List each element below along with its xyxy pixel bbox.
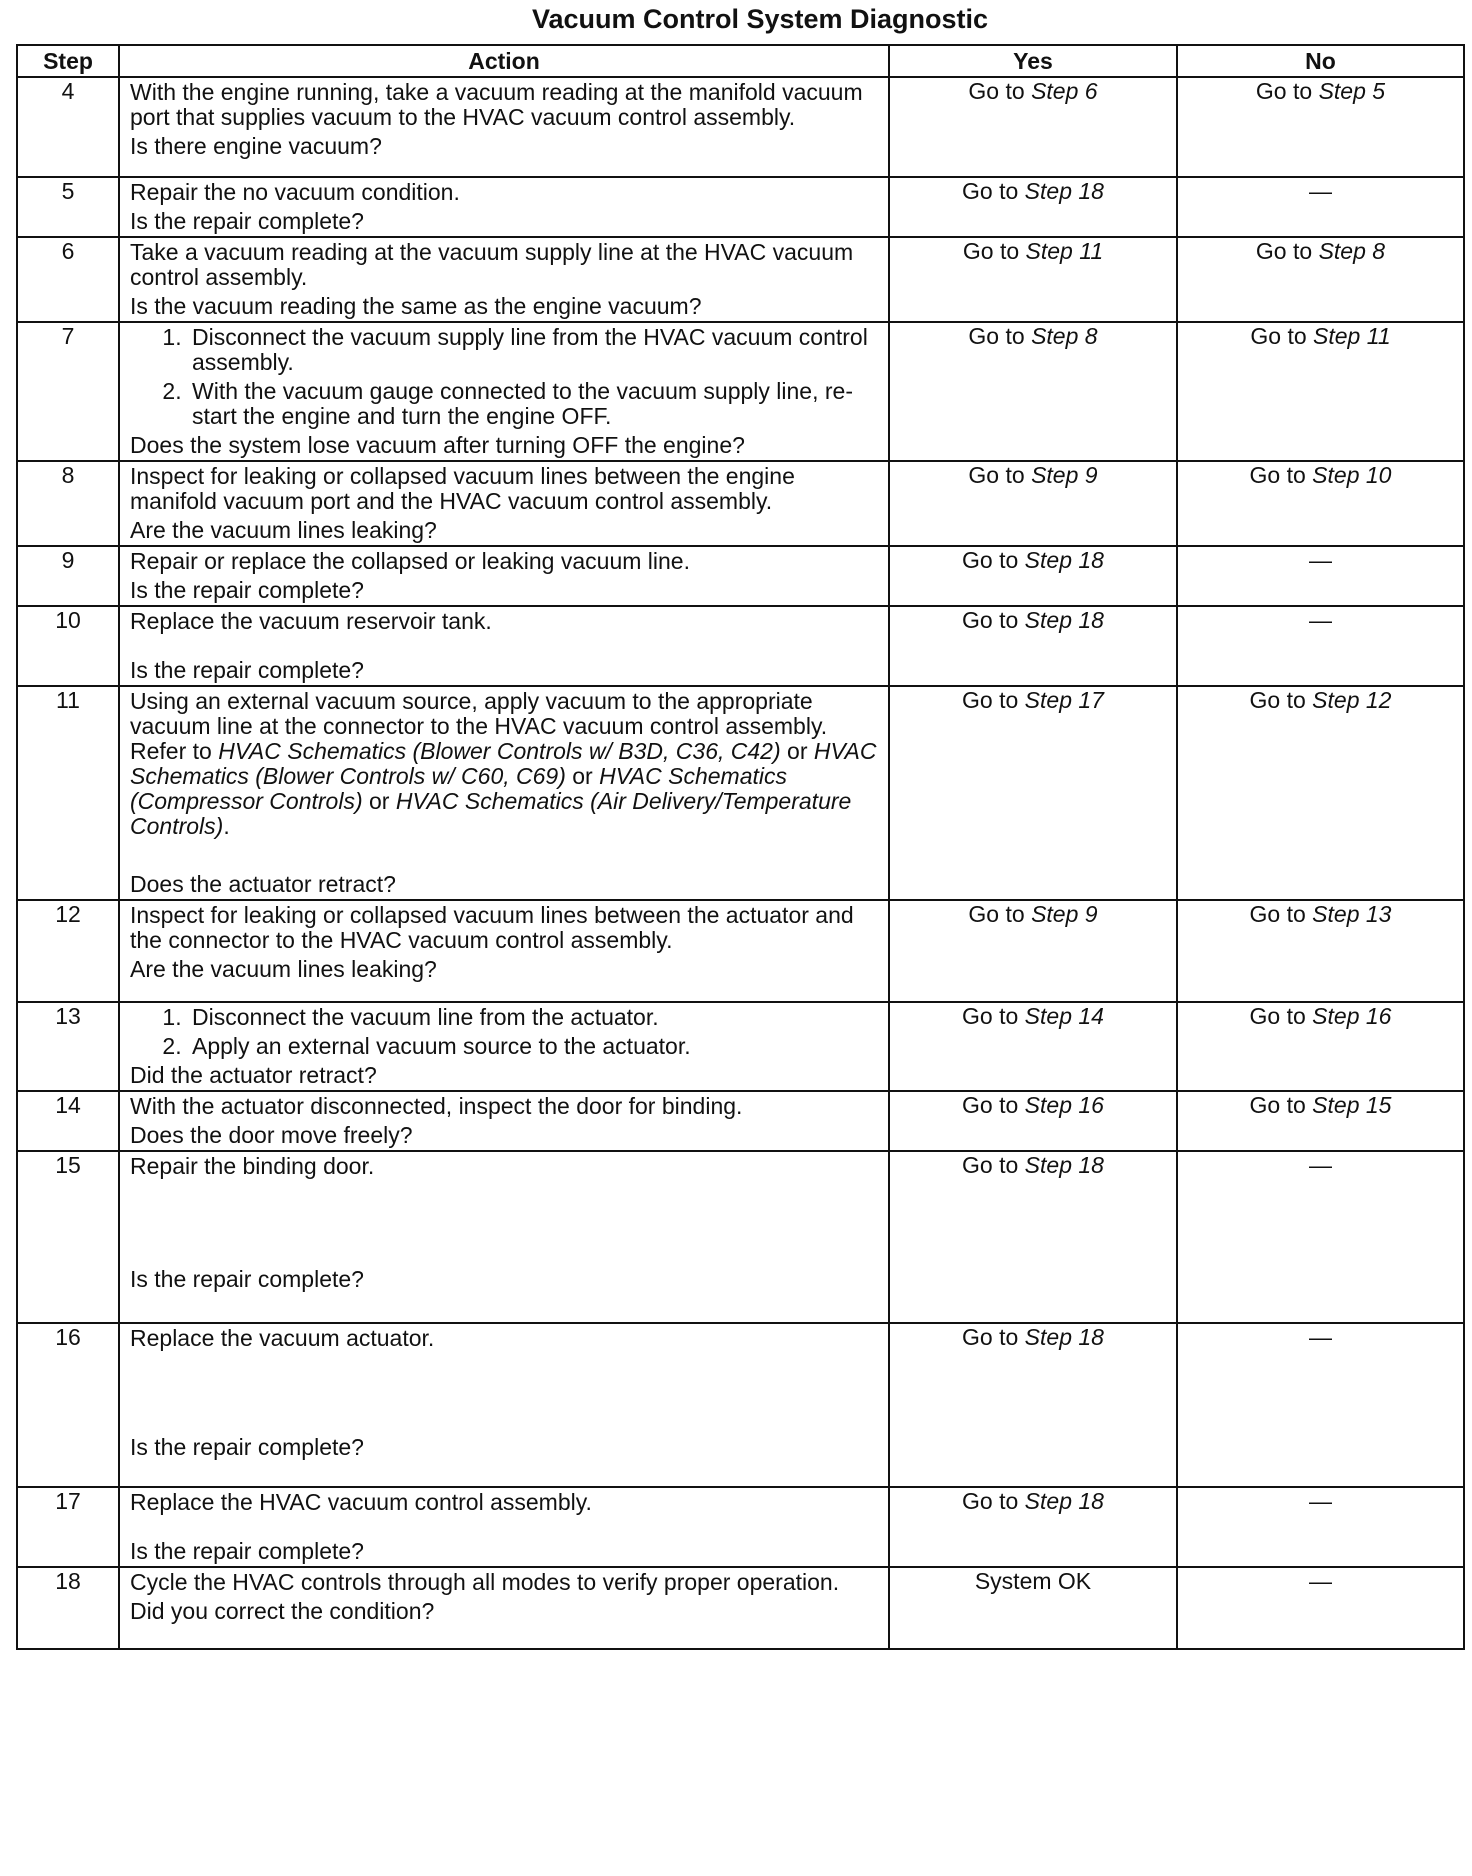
no-prefix: Go to (1250, 323, 1314, 349)
action-cell (119, 177, 889, 237)
step-number: 12 (17, 900, 119, 1002)
substep-item: 2. Apply an external vacuum source to the actuator. (188, 1034, 878, 1059)
step-number: 4 (17, 77, 119, 177)
step-number: 13 (17, 1002, 119, 1091)
question-text: Does the actuator retract? (130, 871, 396, 897)
table-row (17, 606, 1464, 686)
no-prefix: Go to (1255, 238, 1319, 264)
instruction-text: Repair or replace the collapsed or leaking vacuum line. (130, 548, 690, 574)
no-step-link[interactable]: Step 13 (1312, 901, 1392, 927)
yes-cell (889, 77, 1177, 177)
yes-step-link[interactable]: Step 18 (1024, 547, 1104, 573)
action-cell (119, 546, 889, 606)
no-step-link[interactable]: Step 12 (1312, 687, 1392, 713)
action-cell (119, 686, 889, 900)
no-cell: — (1177, 1487, 1464, 1567)
question-text: Is the repair complete? (130, 208, 364, 234)
substep-item: 1. Disconnect the vacuum supply line from the HVAC vacuum control assembly. (188, 325, 878, 375)
yes-cell (889, 606, 1177, 686)
yes-prefix: Go to (962, 1092, 1025, 1118)
table-row (17, 546, 1464, 606)
action-cell (119, 1002, 889, 1091)
yes-step-link[interactable]: Step 14 (1024, 1003, 1104, 1029)
no-cell (1177, 77, 1464, 177)
step-number: 18 (17, 1567, 119, 1649)
question-text: Did you correct the condition? (130, 1598, 435, 1624)
table-row (17, 1091, 1464, 1151)
step-number: 6 (17, 237, 119, 322)
no-cell: — (1177, 1567, 1464, 1649)
yes-step-link[interactable]: Step 18 (1024, 178, 1104, 204)
yes-prefix: Go to (968, 462, 1032, 488)
instruction-text-part: or (565, 763, 600, 789)
action-cell (119, 461, 889, 546)
no-step-link[interactable]: Step 11 (1313, 323, 1391, 349)
action-cell (119, 900, 889, 1002)
action-cell (119, 1323, 889, 1487)
instruction-text-part: . (223, 813, 230, 839)
question-text: Is the vacuum reading the same as the engine vacuum? (130, 293, 702, 319)
instruction-text: Replace the vacuum reservoir tank. (130, 608, 492, 634)
no-step-link[interactable]: Step 15 (1312, 1092, 1392, 1118)
table-row (17, 1002, 1464, 1091)
yes-prefix: Go to (968, 323, 1032, 349)
question-text: Is the repair complete? (130, 1434, 364, 1460)
yes-step-link[interactable]: Step 18 (1024, 607, 1104, 633)
question-text: Is the repair complete? (130, 1538, 364, 1564)
question-text: Is the repair complete? (130, 577, 364, 603)
step-number: 10 (17, 606, 119, 686)
instruction-text-part: Using an external vacuum source, apply vacuum to the appropriate vacuum line at the connector to the HVAC vacuum control assembly. Refer to (130, 688, 828, 764)
no-step-link[interactable]: Step 10 (1312, 462, 1392, 488)
schematic-reference-link[interactable]: HVAC Schematics (Blower Controls w/ C60, C69) (130, 738, 877, 789)
question-text: Did the actuator retract? (130, 1062, 377, 1088)
step-number: 17 (17, 1487, 119, 1567)
instruction-text: With the engine running, take a vacuum reading at the manifold vacuum port that supplies vacuum to the HVAC vacuum control assembly. (130, 79, 863, 130)
substep-list (130, 325, 878, 429)
step-number: 5 (17, 177, 119, 237)
instruction-text: Inspect for leaking or collapsed vacuum lines between the actuator and the connector to the HVAC vacuum control assembly. (130, 902, 854, 953)
no-cell: — (1177, 606, 1464, 686)
step-number: 16 (17, 1323, 119, 1487)
action-cell (119, 322, 889, 461)
yes-prefix: Go to (962, 178, 1025, 204)
substep-item: 1. Disconnect the vacuum line from the actuator. (188, 1005, 878, 1030)
action-cell (119, 1487, 889, 1567)
yes-step-link[interactable]: Step 18 (1024, 1488, 1104, 1514)
yes-cell (889, 237, 1177, 322)
table-row (17, 322, 1464, 461)
yes-step-link[interactable]: Step 8 (1031, 323, 1098, 349)
substep-list (130, 1005, 878, 1059)
action-cell (119, 606, 889, 686)
yes-step-link[interactable]: Step 17 (1024, 687, 1104, 713)
diagnostic-table (16, 44, 1465, 1650)
action-cell (119, 1151, 889, 1323)
schematic-reference-link[interactable]: HVAC Schematics (Compressor Controls) (130, 763, 788, 814)
yes-step-link[interactable]: Step 11 (1025, 238, 1104, 264)
question-text: Is the repair complete? (130, 657, 364, 683)
yes-step-link[interactable]: Step 9 (1031, 901, 1098, 927)
no-prefix: Go to (1249, 462, 1313, 488)
yes-cell (889, 461, 1177, 546)
step-number: 14 (17, 1091, 119, 1151)
instruction-text: Replace the HVAC vacuum control assembly. (130, 1489, 592, 1515)
table-row (17, 177, 1464, 237)
no-cell: — (1177, 1151, 1464, 1323)
yes-step-link[interactable]: Step 18 (1024, 1324, 1104, 1350)
yes-cell (889, 1487, 1177, 1567)
yes-prefix: Go to (962, 1003, 1025, 1029)
schematic-reference-link[interactable]: HVAC Schematics (Blower Controls w/ B3D, C36, C42) (218, 738, 781, 764)
no-prefix: Go to (1255, 78, 1319, 104)
table-row (17, 461, 1464, 546)
yes-cell: System OK (889, 1567, 1177, 1649)
instruction-text: With the actuator disconnected, inspect the door for binding. (130, 1093, 743, 1119)
no-prefix: Go to (1249, 1003, 1313, 1029)
header-row (17, 45, 1464, 77)
no-prefix: Go to (1249, 687, 1313, 713)
yes-step-link[interactable]: Step 9 (1031, 462, 1098, 488)
yes-cell (889, 1323, 1177, 1487)
instruction-text: Cycle the HVAC controls through all modes to verify proper operation. (130, 1569, 840, 1595)
yes-cell (889, 322, 1177, 461)
no-step-link[interactable]: Step 8 (1318, 238, 1386, 264)
instruction-text-part: or (362, 788, 396, 814)
table-row (17, 900, 1464, 1002)
no-cell: — (1177, 546, 1464, 606)
instruction-text-part: or (780, 738, 814, 764)
no-cell (1177, 461, 1464, 546)
question-text: Is the repair complete? (130, 1266, 364, 1292)
question-text: Is there engine vacuum? (130, 133, 382, 159)
header-yes: Yes (889, 45, 1177, 77)
yes-cell (889, 546, 1177, 606)
action-cell (119, 77, 889, 177)
page-title: Vacuum Control System Diagnostic (531, 4, 989, 34)
yes-step-link[interactable]: Step 6 (1031, 78, 1098, 104)
yes-step-link[interactable]: Step 16 (1024, 1092, 1104, 1118)
header-action: Action (119, 45, 889, 77)
yes-prefix: Go to (962, 1324, 1025, 1350)
yes-prefix: Go to (962, 1152, 1025, 1178)
yes-cell (889, 1151, 1177, 1323)
instruction-text: Take a vacuum reading at the vacuum supply line at the HVAC vacuum control assembly. (130, 239, 854, 290)
no-step-link[interactable]: Step 5 (1318, 78, 1386, 104)
yes-cell (889, 686, 1177, 900)
table-row (17, 1567, 1464, 1649)
header-step: Step (17, 45, 119, 77)
instruction-text: Repair the no vacuum condition. (130, 179, 460, 205)
table-row (17, 1487, 1464, 1567)
instruction-text: Repair the binding door. (130, 1153, 375, 1179)
question-text: Does the system lose vacuum after turning OFF the engine? (130, 432, 745, 458)
instruction-text: Inspect for leaking or collapsed vacuum lines between the engine manifold vacuum port and the HVAC vacuum control assembly. (130, 463, 795, 514)
yes-prefix: Go to (968, 901, 1032, 927)
no-cell: — (1177, 177, 1464, 237)
yes-prefix: Go to (962, 1488, 1025, 1514)
instruction-text: Replace the vacuum actuator. (130, 1325, 435, 1351)
schematic-reference-link[interactable]: HVAC Schematics (Air Delivery/Temperature Controls) (130, 788, 852, 839)
step-number: 9 (17, 546, 119, 606)
yes-cell (889, 900, 1177, 1002)
no-cell (1177, 322, 1464, 461)
substep-item: 2. With the vacuum gauge connected to the vacuum supply line, re-start the engine and turn the engine OFF. (188, 379, 878, 429)
no-cell (1177, 1091, 1464, 1151)
table-row (17, 686, 1464, 900)
yes-cell (889, 1002, 1177, 1091)
question-text: Are the vacuum lines leaking? (130, 956, 437, 982)
question-text: Does the door move freely? (130, 1122, 413, 1148)
yes-step-link[interactable]: Step 18 (1024, 1152, 1104, 1178)
no-cell (1177, 686, 1464, 900)
table-row (17, 237, 1464, 322)
table-row (17, 1323, 1464, 1487)
table-row (17, 1151, 1464, 1323)
step-number: 11 (17, 686, 119, 900)
yes-prefix: Go to (962, 607, 1025, 633)
yes-cell (889, 1091, 1177, 1151)
yes-cell (889, 177, 1177, 237)
action-cell (119, 237, 889, 322)
no-cell: — (1177, 1323, 1464, 1487)
action-cell (119, 1567, 889, 1649)
no-prefix: Go to (1249, 901, 1313, 927)
yes-prefix: Go to (962, 687, 1025, 713)
header-no: No (1177, 45, 1464, 77)
yes-prefix: Go to (962, 238, 1026, 264)
step-number: 15 (17, 1151, 119, 1323)
step-number: 8 (17, 461, 119, 546)
yes-prefix: Go to (968, 78, 1032, 104)
no-cell (1177, 900, 1464, 1002)
instruction-text (130, 689, 878, 839)
no-prefix: Go to (1249, 1092, 1313, 1118)
no-cell (1177, 237, 1464, 322)
no-cell (1177, 1002, 1464, 1091)
yes-prefix: Go to (962, 547, 1025, 573)
no-step-link[interactable]: Step 16 (1312, 1003, 1392, 1029)
action-cell (119, 1091, 889, 1151)
question-text: Are the vacuum lines leaking? (130, 517, 437, 543)
step-number: 7 (17, 322, 119, 461)
table-row (17, 77, 1464, 177)
